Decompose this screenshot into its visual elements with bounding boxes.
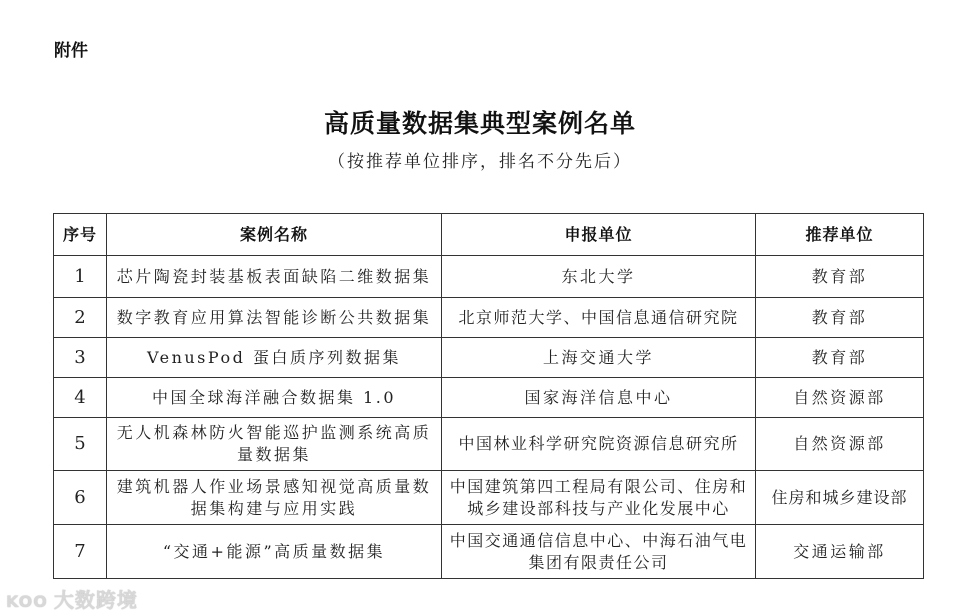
cell-applicant: 国家海洋信息中心 xyxy=(442,378,756,418)
column-header-recommender: 推荐单位 xyxy=(756,214,924,256)
table-row xyxy=(54,418,924,471)
cell-case-name: 数字教育应用算法智能诊断公共数据集 xyxy=(107,298,442,338)
cell-recommender: 交通运输部 xyxy=(756,525,924,579)
cell-recommender: 住房和城乡建设部 xyxy=(756,471,924,525)
page-subtitle: （按推荐单位排序，排名不分先后） xyxy=(328,152,632,172)
cell-recommender: 教育部 xyxy=(756,338,924,378)
cell-case-name: “交通+能源”高质量数据集 xyxy=(107,525,442,579)
cell-case-name: 中国全球海洋融合数据集 1.0 xyxy=(107,378,442,418)
cell-recommender: 自然资源部 xyxy=(756,418,924,471)
watermark xyxy=(6,584,138,613)
table-header-row xyxy=(54,214,924,256)
column-header-applicant: 申报单位 xyxy=(442,214,756,256)
watermark-text: 大数跨境 xyxy=(53,588,138,612)
page-title: 高质量数据集典型案例名单 xyxy=(323,109,636,138)
cell-no: 7 xyxy=(54,525,107,579)
cell-case-name: VenusPod 蛋白质序列数据集 xyxy=(107,338,442,378)
cell-applicant: 中国建筑第四工程局有限公司、住房和城乡建设部科技与产业化发展中心 xyxy=(442,471,756,525)
cell-no: 3 xyxy=(54,338,107,378)
table-row xyxy=(54,378,924,418)
cell-no: 2 xyxy=(54,298,107,338)
cell-no: 1 xyxy=(54,256,107,298)
case-list-table xyxy=(53,213,924,579)
table-row xyxy=(54,525,924,579)
cell-no: 4 xyxy=(54,378,107,418)
cell-case-name: 建筑机器人作业场景感知视觉高质量数据集构建与应用实践 xyxy=(107,471,442,525)
column-header-case-name: 案例名称 xyxy=(107,214,442,256)
cell-applicant: 东北大学 xyxy=(442,256,756,298)
cell-applicant: 中国林业科学研究院资源信息研究所 xyxy=(442,418,756,471)
table-row xyxy=(54,338,924,378)
cell-no: 6 xyxy=(54,471,107,525)
cell-recommender: 教育部 xyxy=(756,256,924,298)
cell-recommender: 自然资源部 xyxy=(756,378,924,418)
cell-applicant: 上海交通大学 xyxy=(442,338,756,378)
column-header-no: 序号 xyxy=(54,214,107,256)
table-row xyxy=(54,298,924,338)
cell-applicant: 中国交通通信信息中心、中海石油气电集团有限责任公司 xyxy=(442,525,756,579)
cell-case-name: 无人机森林防火智能巡护监测系统高质量数据集 xyxy=(107,418,442,471)
cell-no: 5 xyxy=(54,418,107,471)
table-row xyxy=(54,471,924,525)
cell-recommender: 教育部 xyxy=(756,298,924,338)
attachment-label: 附件 xyxy=(54,41,88,61)
cell-applicant: 北京师范大学、中国信息通信研究院 xyxy=(442,298,756,338)
cell-case-name: 芯片陶瓷封装基板表面缺陷二维数据集 xyxy=(107,256,442,298)
watermark-logo-icon: KOO xyxy=(6,592,48,611)
table-row xyxy=(54,256,924,298)
